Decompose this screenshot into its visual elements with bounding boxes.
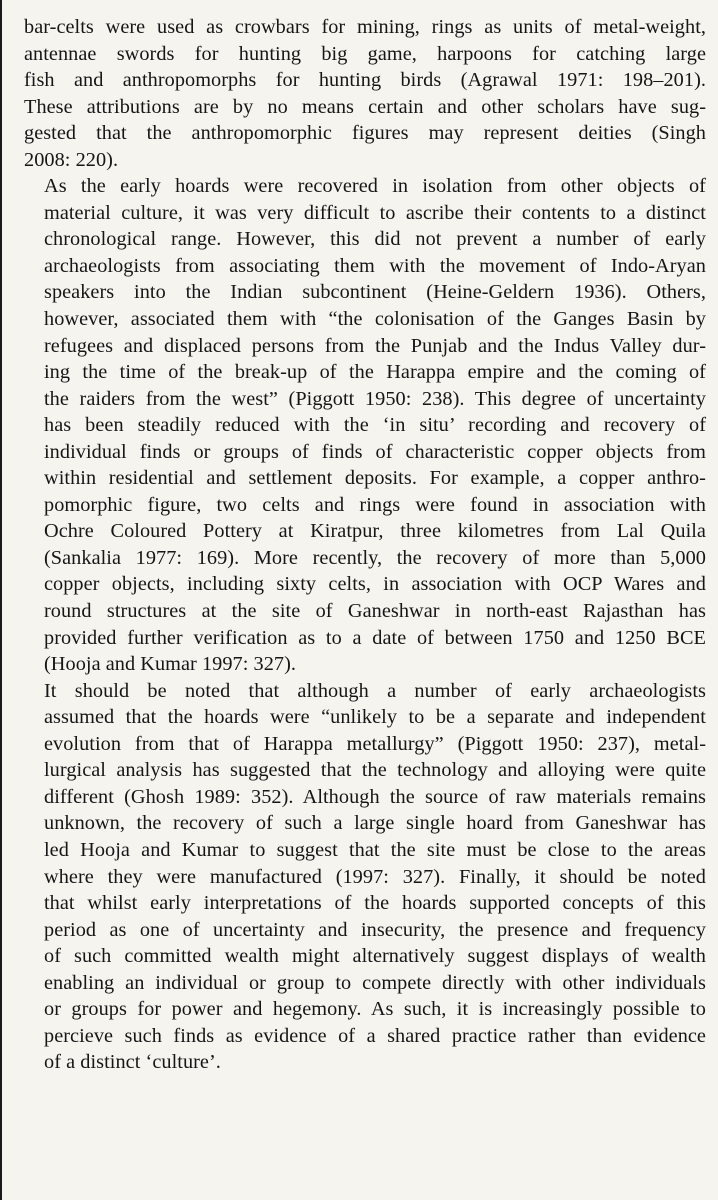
text-line: led Hooja and Kumar to suggest that the site must be close to the areas xyxy=(44,838,706,861)
text-line: fish and anthropomorphs for hunting birds (Agrawal 1971: 198–201). xyxy=(24,69,706,92)
paragraph-3 xyxy=(24,678,706,1076)
text-line: of a distinct ‘culture’. xyxy=(44,1051,221,1074)
text-line: As the early hoards were recovered in isolation from other objects of xyxy=(44,175,706,198)
text-line: These attributions are by no means certain and other scholars have sug- xyxy=(24,95,706,118)
text-line: (Sankalia 1977: 169). More recently, the recovery of more than 5,000 xyxy=(44,546,706,569)
text-line: unknown, the recovery of such a large single hoard from Ganeshwar has xyxy=(44,812,706,835)
text-line: has been steadily reduced with the ‘in situ’ recording and recovery of xyxy=(44,414,706,437)
text-line: bar-celts were used as crowbars for mining, rings as units of metal-weight, xyxy=(24,16,706,38)
text-line: archaeologists from associating them with the movement of Indo-Aryan xyxy=(44,254,706,277)
text-line: ing the time of the break-up of the Harappa empire and the coming of xyxy=(44,361,706,384)
text-line: 2008: 220). xyxy=(24,148,119,171)
text-line: however, associated them with “the colonisation of the Ganges Basin by xyxy=(44,308,706,331)
text-line: assumed that the hoards were “unlikely to be a separate and independent xyxy=(44,706,706,729)
text-line: provided further verification as to a date of between 1750 and 1250 BCE xyxy=(44,626,706,649)
text-line: where they were manufactured (1997: 327). Finally, it should be noted xyxy=(44,865,706,888)
text-line: that whilst early interpretations of the hoards supported concepts of this xyxy=(44,892,706,915)
text-line: evolution from that of Harappa metallurgy” (Piggott 1950: 237), metal- xyxy=(44,732,706,755)
text-line: percieve such finds as evidence of a shared practice rather than evidence xyxy=(44,1024,706,1047)
text-line: antennae swords for hunting big game, harpoons for catching large xyxy=(24,42,706,65)
text-line: lurgical analysis has suggested that the technology and alloying were quite xyxy=(44,759,706,782)
text-line: gested that the anthropomorphic figures may represent deities (Singh xyxy=(24,122,706,145)
paragraph-1 xyxy=(24,14,706,173)
text-line: enabling an individual or group to compete directly with other individuals xyxy=(44,971,706,994)
text-line: different (Ghosh 1989: 352). Although the source of raw materials remains xyxy=(44,785,706,808)
text-line: (Hooja and Kumar 1997: 327). xyxy=(44,653,297,676)
text-line: copper objects, including sixty celts, in association with OCP Wares and xyxy=(44,573,706,596)
text-line: material culture, it was very difficult to ascribe their contents to a distinct xyxy=(44,201,706,224)
text-line: Ochre Coloured Pottery at Kiratpur, three kilometres from Lal Quila xyxy=(44,520,706,543)
text-line: within residential and settlement deposits. For example, a copper anthro- xyxy=(44,467,706,490)
body-text xyxy=(24,14,706,1076)
text-line: pomorphic figure, two celts and rings were found in association with xyxy=(44,493,706,516)
text-line: individual finds or groups of finds of characteristic copper objects from xyxy=(44,440,706,463)
paragraph-2 xyxy=(24,173,706,677)
text-line: or groups for power and hegemony. As such, it is increasingly possible to xyxy=(44,998,706,1021)
text-line: refugees and displaced persons from the Punjab and the Indus Valley dur- xyxy=(44,334,706,357)
text-line: period as one of uncertainty and insecurity, the presence and frequency xyxy=(44,918,706,941)
text-line: It should be noted that although a number of early archaeologists xyxy=(44,679,706,702)
text-line: chronological range. However, this did not prevent a number of early xyxy=(44,228,706,251)
text-line: of such committed wealth might alternatively suggest displays of wealth xyxy=(44,945,706,968)
text-line: the raiders from the west” (Piggott 1950: 238). This degree of uncertainty xyxy=(44,387,706,410)
text-line: speakers into the Indian subcontinent (Heine-Geldern 1936). Others, xyxy=(44,281,706,304)
text-line: round structures at the site of Ganeshwar in north-east Rajasthan has xyxy=(44,600,706,623)
